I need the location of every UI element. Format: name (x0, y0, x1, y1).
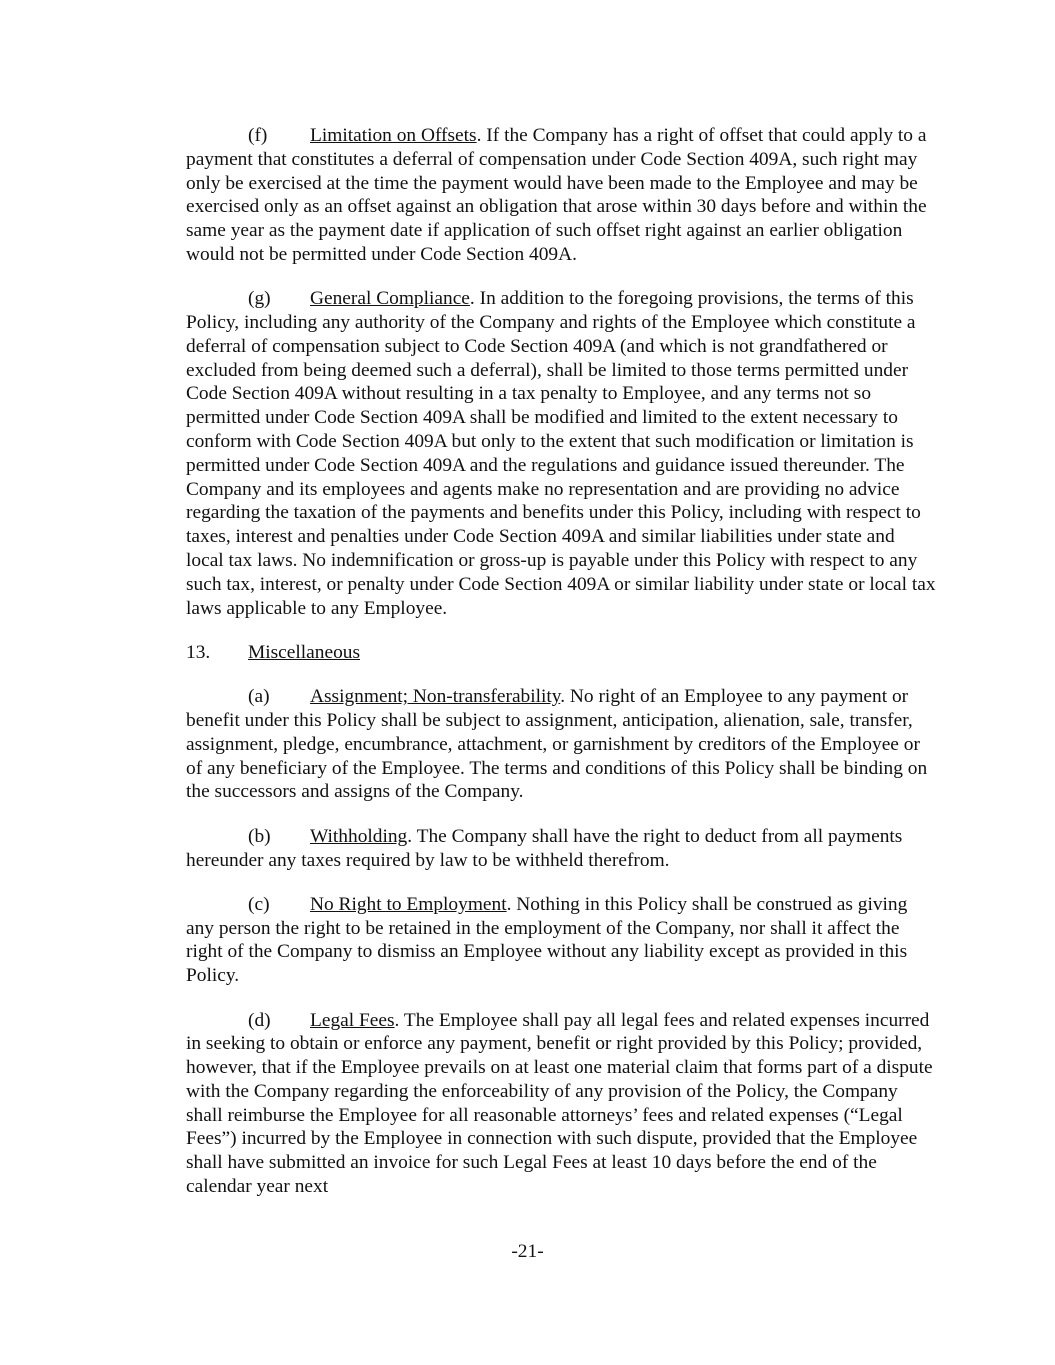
paragraph-marker: (f) (248, 125, 268, 146)
paragraph-heading: No Right to Employment (310, 893, 507, 915)
paragraph-heading: Legal Fees (310, 1009, 395, 1031)
paragraph-body: . If the Company has a right of offset that could apply to a payment that constitutes a deferral of compensation under Code Section 409A, such right may only be exercised at the time the payment would have been made to the Employee and may be exercised only as an offset against an obligation that arose within 30 days before and within the same year as the payment date if application of such offset right against an earlier obligation would not be permitted under Code Section 409A. (186, 125, 927, 265)
section-heading (186, 641, 936, 665)
paragraph-heading: Assignment; Non-transferability (310, 686, 561, 708)
paragraph-g (186, 287, 936, 620)
document-page (186, 124, 936, 1219)
paragraph-heading: Limitation on Offsets (310, 125, 477, 146)
paragraph-a (186, 685, 936, 804)
paragraph-marker: (g) (248, 288, 271, 310)
paragraph-marker: (d) (248, 1009, 271, 1031)
paragraph-f (186, 124, 936, 267)
paragraph-c (186, 893, 936, 988)
paragraph-body: . The Employee shall pay all legal fees and related expenses incurred in seeking to obtain or enforce any payment, benefit or right provided by this Policy; provided, however, that if the Employee prevails on at least one material claim that forms part of a dispute with the Company regarding the enforceability of any provision of the Policy, the Company shall reimburse the Employee for all reasonable attorneys’ fees and related expenses (“Legal Fees”) incurred by the Employee in connection with such dispute, provided that the Employee shall have submitted an invoice for such Legal Fees at least 10 days before the end of the calendar year next (186, 1009, 933, 1198)
paragraph-body: . No right of an Employee to any payment or benefit under this Policy shall be subject to assignment, anticipation, alienation, sale, transfer, assignment, pledge, encumbrance, attachment, or garnishment by creditors of the Employee or of any beneficiary of the Employee. The terms and conditions of this Policy shall be binding on the successors and assigns of the Company. (186, 686, 928, 803)
paragraph-d (186, 1009, 936, 1199)
paragraph-heading: General Compliance (310, 288, 470, 310)
paragraph-heading: Withholding (310, 825, 408, 847)
page-number: -21- (511, 1241, 544, 1262)
paragraph-marker: (a) (248, 686, 270, 708)
paragraph-body: . In addition to the foregoing provisions, the terms of this Policy, including any authority of the Company and rights of the Employee which constitute a deferral of compensation subject to Code Section 409A (and which is not grandfathered or excluded from being deemed such a deferral), shall be limited to those terms permitted under Code Section 409A without resulting in a tax penalty to Employee, and any terms not so permitted under Code Section 409A shall be modified and limited to the extent necessary to conform with Code Section 409A but only to the extent that such modification or limitation is permitted under Code Section 409A and the regulations and guidance issued thereunder. The Company and its employees and agents make no representation and are providing no advice regarding the taxation of the payments and benefits under this Policy, including with respect to taxes, interest and penalties under Code Section 409A and similar liabilities under state and local tax laws. No indemnification or gross-up is payable under this Policy with respect to any such tax, interest, or penalty under Code Section 409A or similar liability under state or local tax laws applicable to any Employee. (186, 288, 936, 619)
section-number: 13. (186, 641, 211, 663)
paragraph-marker: (b) (248, 825, 271, 847)
paragraph-body: . Nothing in this Policy shall be construed as giving any person the right to be retained in the employment of the Company, nor shall it affect the right of the Company to dismiss an Employee without any liability except as provided in this Policy. (186, 893, 908, 987)
paragraph-b (186, 825, 936, 873)
paragraph-body: . The Company shall have the right to deduct from all payments hereunder any taxes required by law to be withheld therefrom. (186, 825, 903, 871)
section-title: Miscellaneous (248, 641, 361, 663)
paragraph-marker: (c) (248, 893, 270, 915)
